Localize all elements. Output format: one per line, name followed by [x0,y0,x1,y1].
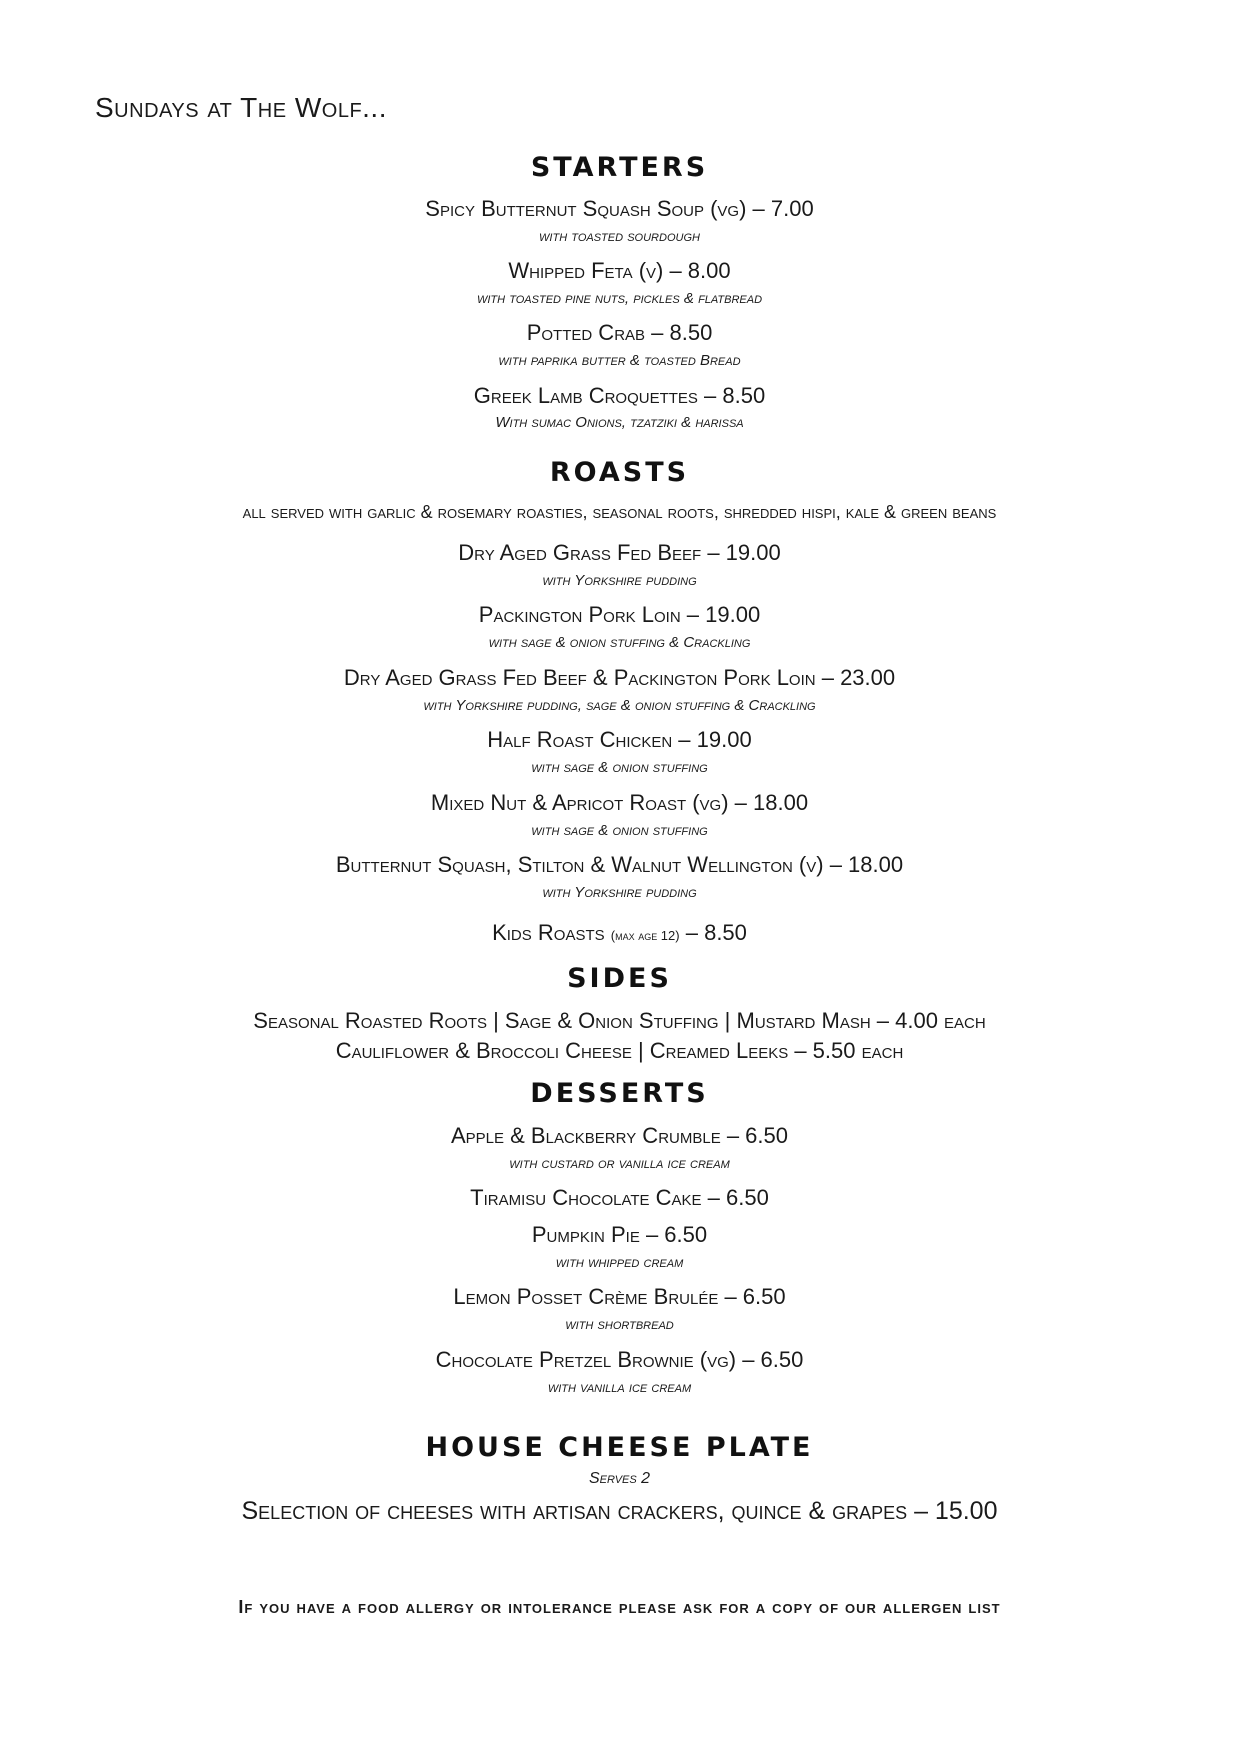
roast-item-name: Dry Aged Grass Fed Beef & Packington Pork Loin – 23.00 [343,665,896,690]
dessert-item-name: Pumpkin Pie – 6.50 [531,1222,708,1247]
roast-item-sub: with Yorkshire pudding, sage & onion stuffing & Crackling [423,697,816,714]
roast-item-name: Dry Aged Grass Fed Beef – 19.00 [458,540,781,565]
starters-heading: STARTERS [530,152,709,183]
dessert-item-name: Tiramisu Chocolate Cake – 6.50 [470,1185,769,1210]
roast-item-sub: with sage & onion stuffing [531,822,708,839]
kids-roast-name: Kids Roasts [492,920,605,945]
dessert-item-name: Lemon Posset Crème Brulée – 6.50 [453,1284,786,1309]
dessert-item-name: Chocolate Pretzel Brownie (vg) – 6.50 [435,1347,804,1372]
roast-item-sub: with Yorkshire pudding [542,572,697,589]
starter-item-name: Greek Lamb Croquettes – 8.50 [473,383,766,408]
sides-line: Seasonal Roasted Roots | Sage & Onion Stuffing | Mustard Mash – 4.00 each [253,1008,986,1033]
sides-line: Cauliflower & Broccoli Cheese | Creamed Leeks – 5.50 each [335,1038,904,1063]
roast-item-name: Half Roast Chicken – 19.00 [487,727,752,752]
roast-item-sub: with sage & onion stuffing [531,759,708,776]
cheese-line: Selection of cheeses with artisan crackers, quince & grapes – 15.00 [241,1497,998,1525]
starter-item-sub: with paprika butter & toasted Bread [498,352,741,369]
dessert-item-sub: with shortbread [565,1316,674,1333]
roast-item-name: Mixed Nut & Apricot Roast (vg) – 18.00 [430,790,809,815]
kids-roast-item [0,920,1239,946]
roast-item-name: Packington Pork Loin – 19.00 [478,602,761,627]
dessert-item-sub: with vanilla ice cream [547,1379,692,1396]
starter-item-name: Whipped Feta (v) – 8.00 [508,258,731,283]
roast-item-sub: with Yorkshire pudding [542,884,697,901]
starter-item-sub: with toasted sourdough [539,228,700,245]
starter-item-sub: with toasted pine nuts, pickles & flatbread [476,290,763,307]
cheese-serves: Serves 2 [588,1470,651,1487]
dessert-item-sub: with whipped cream [555,1254,684,1271]
sides-heading: SIDES [567,963,672,994]
starter-item-sub: With sumac Onions, tzatziki & harissa [495,414,744,431]
starter-item-name: Potted Crab – 8.50 [526,320,713,345]
roast-item-sub: with sage & onion stuffing & Crackling [488,634,751,651]
starter-item-name: Spicy Butternut Squash Soup (vg) – 7.00 [425,196,814,221]
page-title: Sundays at The Wolf... [95,92,387,123]
roasts-note: all served with garlic & rosemary roasties, seasonal roots, shredded hispi, kale & green beans [242,502,997,522]
allergy-notice: If you have a food allergy or intolerance please ask for a copy of our allergen list [238,1597,1001,1617]
kids-roast-age: (max age 12) [610,928,680,943]
cheese-heading: HOUSE CHEESE PLATE [425,1432,814,1463]
desserts-heading: DESSERTS [530,1078,709,1109]
kids-roast-price: – 8.50 [685,920,747,945]
dessert-item-name: Apple & Blackberry Crumble – 6.50 [451,1123,788,1148]
dessert-item-sub: with custard or vanilla ice cream [509,1155,730,1172]
roasts-heading: ROASTS [549,457,690,488]
roast-item-name: Butternut Squash, Stilton & Walnut Wellington (v) – 18.00 [335,852,904,877]
